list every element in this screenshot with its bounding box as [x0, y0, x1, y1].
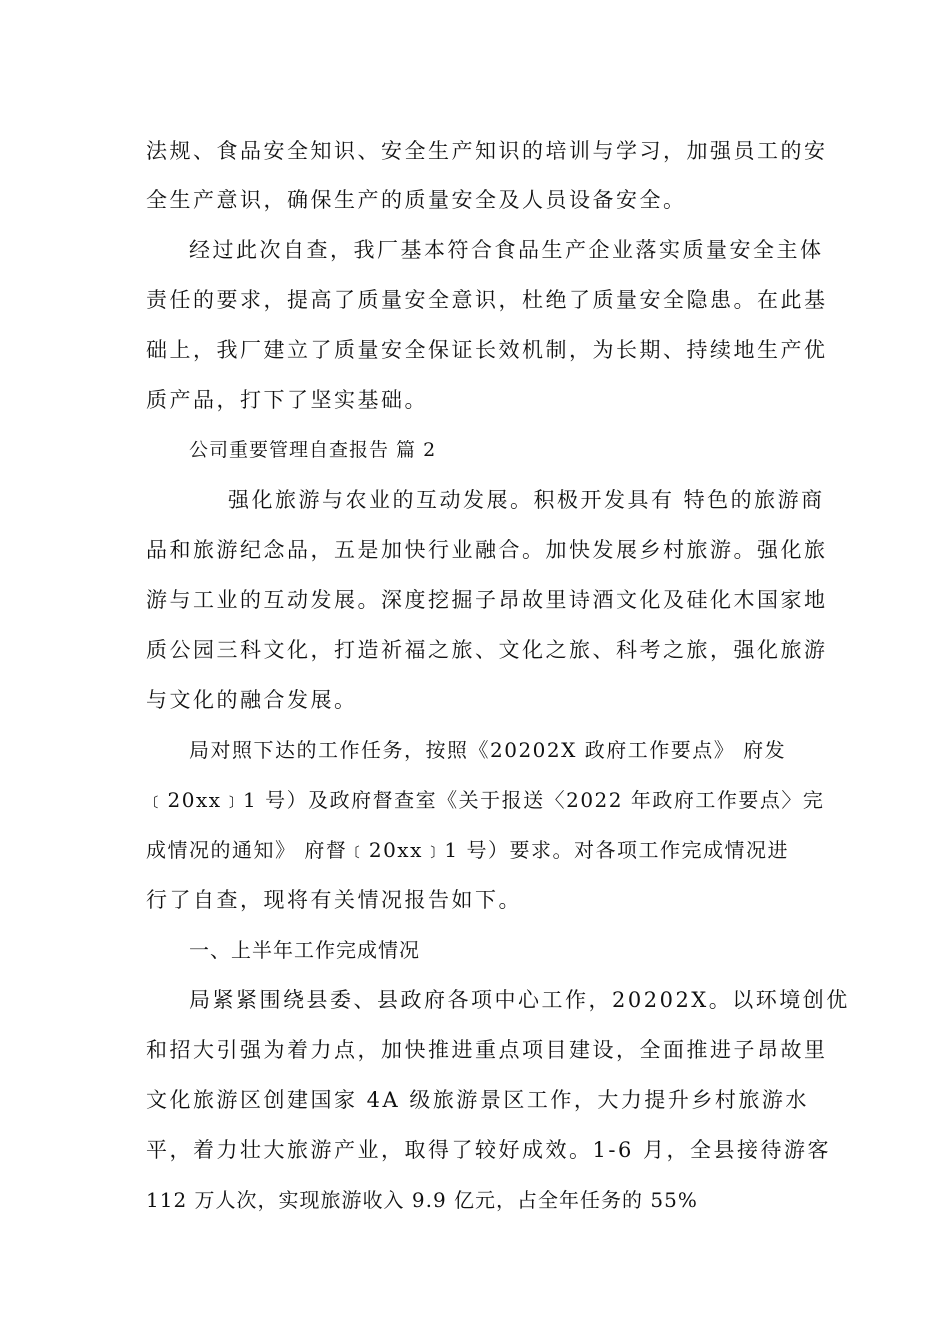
body-text-line: 与文化的融合发展。 [146, 688, 358, 712]
body-text-line: 础上，我厂建立了质量安全保证长效机制，为长期、持续地生产优 [146, 338, 828, 362]
section-heading: 公司重要管理自查报告 篇 2 [189, 439, 437, 461]
body-text-line: 平，着力壮大旅游产业，取得了较好成效。1-6 月，全县接待游客 [146, 1138, 831, 1162]
body-text-line: 质产品，打下了坚实基础。 [146, 388, 428, 412]
body-text-line: 112 万人次，实现旅游收入 9.9 亿元，占全年任务的 55% [146, 1188, 698, 1212]
body-text-line: 法规、食品安全知识、安全生产知识的培训与学习，加强员工的安 [146, 139, 828, 163]
body-text-line: 游与工业的互动发展。深度挖掘子昂故里诗酒文化及硅化木国家地 [146, 588, 828, 612]
paragraph-first-line: 强化旅游与农业的互动发展。积极开发具有 特色的旅游商 [228, 488, 825, 512]
body-text-line: ﹝20xx﹞1 号）及政府督查室《关于报送〈2022 年政府工作要点〉完 [146, 788, 825, 812]
body-text-line: 全生产意识，确保生产的质量安全及人员设备安全。 [146, 188, 687, 212]
body-text-line: 行了自查，现将有关情况报告如下。 [146, 888, 522, 912]
paragraph-first-line: 局对照下达的工作任务，按照《20202X 政府工作要点》 府发 [189, 738, 787, 762]
subsection-heading: 一、上半年工作完成情况 [189, 938, 420, 962]
body-text-line: 和招大引强为着力点，加快推进重点项目建设，全面推进子昂故里 [146, 1038, 828, 1062]
paragraph-first-line: 局紧紧围绕县委、县政府各项中心工作，20202X。以环境创优 [189, 988, 850, 1012]
paragraph-first-line: 经过此次自查，我厂基本符合食品生产企业落实质量安全主体 [189, 238, 824, 262]
body-text-line: 责任的要求，提高了质量安全意识，杜绝了质量安全隐患。在此基 [146, 288, 828, 312]
body-text-line: 质公园三科文化，打造祈福之旅、文化之旅、科考之旅，强化旅游 [146, 638, 828, 662]
body-text-line: 品和旅游纪念品，五是加快行业融合。加快发展乡村旅游。强化旅 [146, 538, 828, 562]
body-text-line: 成情况的通知》 府督﹝20xx﹞1 号）要求。对各项工作完成情况进 [146, 838, 789, 862]
body-text-line: 文化旅游区创建国家 4A 级旅游景区工作，大力提升乡村旅游水 [146, 1088, 809, 1112]
